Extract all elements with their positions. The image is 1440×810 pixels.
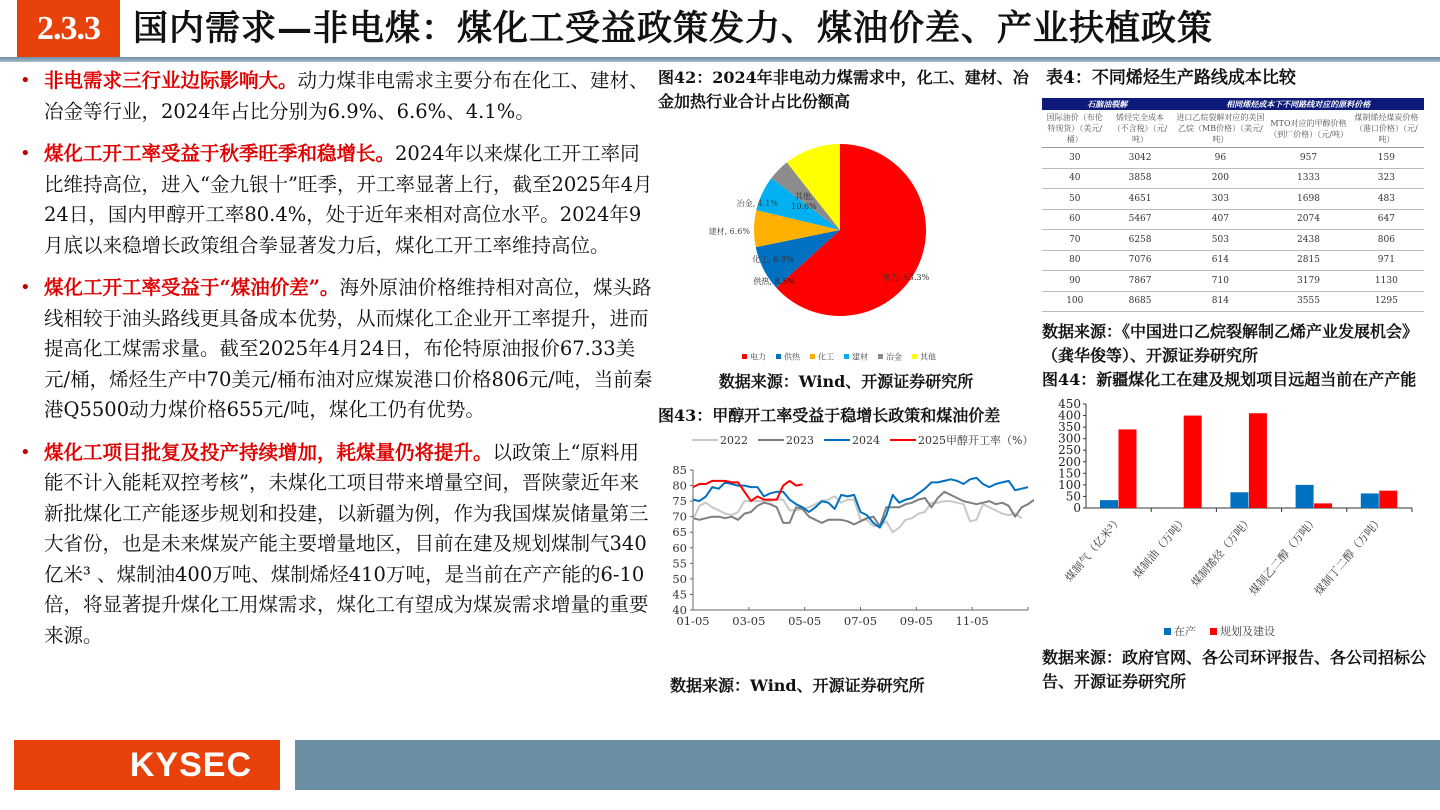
right-column bbox=[1042, 66, 1434, 694]
bullet-highlight: 煤化工项目批复及投产持续增加，耗煤量仍将提升。 bbox=[44, 440, 493, 464]
bullet-dot-icon: • bbox=[20, 277, 31, 298]
table-cell: 50 bbox=[1042, 189, 1108, 210]
table-cell: 2074 bbox=[1268, 209, 1348, 230]
section-number: 2.3.3 bbox=[17, 0, 120, 58]
svg-text:供热, 8.5%: 供热, 8.5% bbox=[753, 277, 795, 286]
fig43-title: 图43：甲醇开工率受益于稳增长政策和煤油价差 bbox=[658, 406, 1001, 425]
fig42-pie-chart bbox=[658, 114, 1034, 364]
table-cell: 710 bbox=[1173, 271, 1269, 292]
line-series bbox=[693, 492, 1034, 526]
bar bbox=[1361, 493, 1379, 508]
table-column-header: MTO对应的甲醇价格（到厂价格）（元/吨） bbox=[1268, 110, 1348, 148]
bullet-highlight: 煤化工开工率受益于秋季旺季和稳增长。 bbox=[44, 142, 396, 165]
svg-text:0: 0 bbox=[1073, 501, 1081, 515]
bullet-body: 动力煤非电需求主要分布在化工、建材、冶金等行业，2024年占比分别为6.9%、6.6%、4.1%。 bbox=[44, 69, 649, 123]
svg-text:建材, 6.6%: 建材, 6.6% bbox=[708, 227, 750, 236]
svg-text:05-05: 05-05 bbox=[788, 614, 822, 628]
legend-swatch-icon bbox=[810, 354, 815, 359]
svg-text:2022: 2022 bbox=[720, 434, 748, 447]
svg-text:01-05: 01-05 bbox=[676, 614, 710, 628]
svg-text:煤制丁二醇（万吨）: 煤制丁二醇（万吨） bbox=[1312, 513, 1386, 598]
table-row bbox=[1042, 209, 1424, 230]
legend-swatch-icon bbox=[742, 354, 747, 359]
table-row bbox=[1042, 271, 1424, 292]
bullet-item bbox=[14, 66, 654, 127]
svg-text:50: 50 bbox=[672, 571, 687, 586]
table-cell: 1333 bbox=[1268, 168, 1348, 189]
header-divider bbox=[0, 57, 1440, 62]
legend-swatch-icon bbox=[878, 354, 883, 359]
svg-text:200: 200 bbox=[1058, 454, 1081, 469]
svg-text:其他,: 其他, bbox=[794, 192, 814, 201]
fig44-source: 数据来源：政府官网、各公司环评报告、各公司招标公告、开源证券研究所 bbox=[1042, 648, 1427, 691]
svg-text:40: 40 bbox=[672, 603, 687, 617]
svg-text:化工, 6.9%: 化工, 6.9% bbox=[752, 255, 794, 264]
svg-text:11-05: 11-05 bbox=[955, 614, 989, 628]
table-cell: 806 bbox=[1349, 230, 1424, 251]
footer-bar bbox=[295, 740, 1440, 790]
legend-swatch-icon bbox=[1164, 628, 1171, 635]
svg-text:09-05: 09-05 bbox=[899, 614, 933, 628]
table-row bbox=[1042, 189, 1424, 210]
svg-text:75: 75 bbox=[672, 494, 687, 509]
bar bbox=[1296, 485, 1314, 508]
bullet-body: 海外原油价格维持相对高位，煤头路线相较于油头路线更具备成本优势，从而煤化工企业开工率提升，进而提高化工煤需求量。截至2025年4月24日，布伦特原油报价67.33美元/桶，烯烃生产中70美元/桶布油对应煤炭港口价格806元/吨，当前秦港Q5500动力煤价格655元/吨，煤化工仍有优势。 bbox=[44, 276, 653, 421]
svg-text:化工: 化工 bbox=[818, 352, 834, 362]
bar bbox=[1379, 491, 1397, 508]
fig44-bar-chart bbox=[1042, 392, 1434, 640]
cost-table-wrapper bbox=[1042, 98, 1424, 312]
table-cell: 3858 bbox=[1108, 168, 1173, 189]
bullet-list bbox=[14, 66, 654, 663]
svg-text:10.6%: 10.6% bbox=[791, 202, 817, 211]
svg-text:2025甲醇开工率（%）: 2025甲醇开工率（%） bbox=[918, 434, 1034, 447]
svg-text:2023: 2023 bbox=[786, 434, 814, 447]
svg-text:冶金, 4.1%: 冶金, 4.1% bbox=[736, 199, 778, 208]
table-cell: 971 bbox=[1349, 250, 1424, 271]
table-column-header: 煤制烯烃煤炭价格（港口价格）（元/吨） bbox=[1349, 110, 1424, 148]
bar bbox=[1119, 429, 1137, 508]
table4-title: 表4：不同烯烃生产路线成本比较 bbox=[1046, 68, 1296, 88]
table-row bbox=[1042, 291, 1424, 312]
bullet-highlight: 煤化工开工率受益于“煤油价差”。 bbox=[44, 276, 340, 299]
table-cell: 40 bbox=[1042, 168, 1108, 189]
table-cell: 1295 bbox=[1349, 291, 1424, 312]
bullet-body: 2024年以来煤化工开工率同比维持高位，进入“金九银十”旺季，开工率显著上行，截至2025年4月24日，国内甲醇开工率80.4%，处于近年来相对高位水平。2024年9月底以来稳增长政策组合拳显著发力后，煤化工开工率维持高位。 bbox=[44, 142, 653, 257]
cost-comparison-table bbox=[1042, 98, 1424, 312]
table-cell: 2815 bbox=[1268, 250, 1348, 271]
bullet-highlight: 非电需求三行业边际影响大。 bbox=[44, 69, 298, 92]
header bbox=[0, 0, 1440, 60]
kysec-logo bbox=[14, 740, 280, 790]
table4-source: 数据来源：《中国进口乙烷裂解制乙烯产业发展机会》（龚华俊等）、开源证券研究所 bbox=[1042, 322, 1419, 365]
table-column-header: 烯烃完全成本（不含税）（元/吨） bbox=[1108, 110, 1173, 148]
svg-text:电力, 63.3%: 电力, 63.3% bbox=[882, 273, 930, 282]
table-row bbox=[1042, 168, 1424, 189]
svg-text:07-05: 07-05 bbox=[843, 614, 878, 628]
fig43-source: 数据来源：Wind、开源证券研究所 bbox=[670, 676, 925, 695]
svg-text:350: 350 bbox=[1058, 420, 1081, 435]
svg-text:冶金: 冶金 bbox=[886, 352, 902, 362]
table-cell: 5467 bbox=[1108, 209, 1173, 230]
table-cell: 614 bbox=[1173, 250, 1269, 271]
table-cell: 60 bbox=[1042, 209, 1108, 230]
bar bbox=[1314, 503, 1332, 508]
logo-text: KYSEC bbox=[129, 746, 252, 784]
page-title: 国内需求—非电煤：煤化工受益政策发力、煤油价差、产业扶植政策 bbox=[133, 8, 1214, 49]
table-cell: 96 bbox=[1173, 148, 1269, 169]
legend-swatch-icon bbox=[1210, 628, 1217, 635]
svg-text:煤制乙二醇（万吨）: 煤制乙二醇（万吨） bbox=[1246, 513, 1321, 598]
svg-text:煤制油（万吨）: 煤制油（万吨） bbox=[1130, 513, 1191, 581]
svg-text:100: 100 bbox=[1058, 477, 1081, 492]
table-cell: 7076 bbox=[1108, 250, 1173, 271]
table-cell: 957 bbox=[1268, 148, 1348, 169]
table-row bbox=[1042, 148, 1424, 169]
svg-text:150: 150 bbox=[1058, 466, 1081, 481]
bullet-dot-icon: • bbox=[20, 441, 31, 463]
table-cell: 6258 bbox=[1108, 230, 1173, 251]
bullet-body: 以政策上“原料用能不计入能耗双控考核”，未煤化工项目带来增量空间，晋陕蒙近年来新批煤化工产能逐步规划和投建，以新疆为例，作为我国煤炭储量第三大省份，也是未来煤炭产能主要增量地区，目前在建及规划煤制气340亿米³ 、煤制油400万吨、煤制烯烃410万吨，是当前在产产能的6-10倍，将显著提升煤化工用煤需求，煤化工有望成为煤炭需求增量的重要来源。 bbox=[44, 440, 649, 647]
table-cell: 2438 bbox=[1268, 230, 1348, 251]
table-band-left: 石脑油裂解 bbox=[1042, 98, 1173, 110]
bullet-item bbox=[14, 273, 654, 426]
svg-text:2024: 2024 bbox=[852, 434, 880, 447]
legend-swatch-icon bbox=[776, 354, 781, 359]
fig43-line-chart bbox=[658, 428, 1034, 664]
fig42-source: 数据来源：Wind、开源证券研究所 bbox=[718, 372, 974, 391]
svg-text:70: 70 bbox=[672, 509, 687, 524]
table-cell: 30 bbox=[1042, 148, 1108, 169]
table-row bbox=[1042, 250, 1424, 271]
svg-text:电力: 电力 bbox=[750, 352, 766, 362]
table-cell: 8685 bbox=[1108, 291, 1173, 312]
svg-text:85: 85 bbox=[672, 463, 687, 477]
table-column-header: 进口乙烷裂解对应的美国乙烷（MB价格）（美元/吨） bbox=[1173, 110, 1269, 148]
table-row bbox=[1042, 230, 1424, 251]
table-cell: 70 bbox=[1042, 230, 1108, 251]
table-column-header: 国际油价（布伦特现货）（美元/桶） bbox=[1042, 110, 1108, 148]
svg-text:250: 250 bbox=[1058, 443, 1081, 458]
svg-text:65: 65 bbox=[672, 525, 687, 540]
svg-text:其他: 其他 bbox=[920, 352, 936, 362]
svg-text:供热: 供热 bbox=[784, 352, 800, 362]
table-cell: 303 bbox=[1173, 189, 1269, 210]
svg-text:400: 400 bbox=[1058, 408, 1081, 423]
table-cell: 503 bbox=[1173, 230, 1269, 251]
bullet-dot-icon: • bbox=[20, 70, 31, 91]
table-cell: 80 bbox=[1042, 250, 1108, 271]
table-cell: 200 bbox=[1173, 168, 1269, 189]
table-cell: 3179 bbox=[1268, 271, 1348, 292]
svg-text:450: 450 bbox=[1058, 397, 1081, 411]
bullet-dot-icon: • bbox=[20, 143, 31, 164]
table-cell: 814 bbox=[1173, 291, 1269, 312]
svg-text:50: 50 bbox=[1065, 489, 1081, 504]
svg-text:80: 80 bbox=[672, 478, 687, 493]
fig44-title: 图44：新疆煤化工在建及规划项目远超当前在产产能 bbox=[1042, 370, 1417, 389]
svg-text:煤制烯烃（万吨）: 煤制烯烃（万吨） bbox=[1188, 513, 1256, 590]
bar bbox=[1230, 492, 1248, 508]
table-cell: 159 bbox=[1349, 148, 1424, 169]
table-cell: 100 bbox=[1042, 291, 1108, 312]
svg-text:45: 45 bbox=[672, 587, 687, 602]
middle-column bbox=[658, 66, 1034, 698]
table-cell: 407 bbox=[1173, 209, 1269, 230]
bullet-item bbox=[14, 438, 654, 652]
svg-text:55: 55 bbox=[672, 556, 687, 571]
table-cell: 323 bbox=[1349, 168, 1424, 189]
svg-text:在产: 在产 bbox=[1174, 625, 1196, 638]
bar bbox=[1100, 500, 1118, 508]
svg-text:300: 300 bbox=[1058, 431, 1081, 446]
table-cell: 483 bbox=[1349, 189, 1424, 210]
svg-text:规划及建设: 规划及建设 bbox=[1220, 625, 1275, 638]
table-cell: 1130 bbox=[1349, 271, 1424, 292]
bullet-item bbox=[14, 139, 654, 261]
bar bbox=[1249, 413, 1267, 508]
table-cell: 90 bbox=[1042, 271, 1108, 292]
table-cell: 1698 bbox=[1268, 189, 1348, 210]
svg-text:03-05: 03-05 bbox=[732, 614, 766, 628]
bar bbox=[1184, 416, 1202, 508]
table-cell: 4651 bbox=[1108, 189, 1173, 210]
table-cell: 647 bbox=[1349, 209, 1424, 230]
table-cell: 7867 bbox=[1108, 271, 1173, 292]
table-band-right: 相同烯烃成本下不同路线对应的原料价格 bbox=[1173, 98, 1424, 110]
table-cell: 3042 bbox=[1108, 148, 1173, 169]
legend-swatch-icon bbox=[912, 354, 917, 359]
svg-text:煤制气（亿米³）: 煤制气（亿米³） bbox=[1062, 513, 1125, 585]
svg-text:建材: 建材 bbox=[852, 352, 868, 362]
svg-text:60: 60 bbox=[672, 540, 687, 555]
legend-swatch-icon bbox=[844, 354, 849, 359]
table-cell: 3555 bbox=[1268, 291, 1348, 312]
fig42-title: 图42：2024年非电动力煤需求中，化工、建材、冶金加热行业合计占比份额高 bbox=[658, 68, 1029, 111]
